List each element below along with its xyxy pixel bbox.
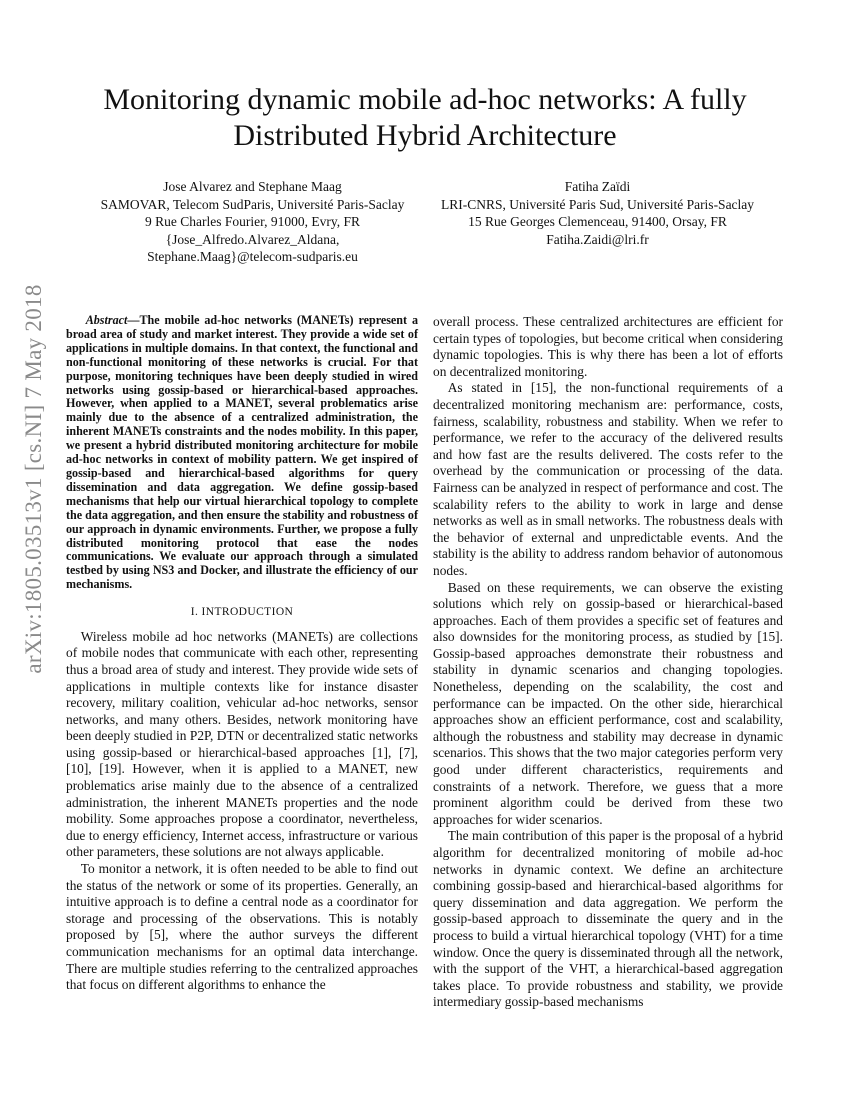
author-names: Fatiha Zaïdi	[564, 179, 631, 194]
arxiv-id-text: arXiv:1805.03513v1 [cs.NI] 7 May 2018	[21, 284, 46, 674]
body-paragraph: overall process. These centralized architectures are efficient for certain types of topologies, but become critical when considering dynamic topologies. This is why there has been a lot of efforts on decentralized monitoring.	[433, 314, 783, 379]
author-names: Jose Alvarez and Stephane Maag	[163, 179, 342, 194]
body-paragraph: Wireless mobile ad hoc networks (MANETs) are collections of mobile nodes that communicate with each other, representing thus a broad area of study and interest. They provide wide sets of applications in multiple contexts like for instance disaster recovery, military coalition, vehicular ad-hoc networks, sensor networks, and many others. Besides, network monitoring have been deeply studied in P2P, DTN or decentralized static networks using gossip-based or hierarchical-based approaches [1], [7], [10], [19]. However, when it is applied to a MANET, new problematics arise mainly due to the absence of a centralized administration, the inherent MANETs properties and the node mobility. Some approaches propose a coordinator, nevertheless, due to energy efficiency, Internet access, infrastructure or various other parameters, these solutions are not always applicable.	[66, 628, 418, 860]
abstract	[66, 314, 418, 592]
section-heading: I. INTRODUCTION	[190, 606, 294, 619]
body-paragraph: To monitor a network, it is often needed to be able to find out the status of the network or some of its properties. Generally, an intuitive approach is to define a central node as a coordinator for storage and processing of the observations. This is notably proposed by [5], where the author surveys the different communication mechanisms for an optimal data interchange. There are multiple studies referring to the centralized approaches that focus on different algorithms to enhance the	[66, 861, 418, 993]
author-address: 15 Rue Georges Clemenceau, 91400, Orsay, FR	[468, 214, 727, 229]
abstract-text: —The mobile ad-hoc networks (MANETs) represent a broad area of study and market interest. They provide a wide set of applications in multiple domains. In that context, the functional and non-functional monitoring of these networks is crucial. For that purpose, monitoring techniques have been deeply studied in wired networks using gossip-based or hierarchical-based approaches. However, when applied to a MANET, several problematics arise mainly due to the absence of a centralized administration, the inherent MANETs constraints and the nodes mobility. In this paper, we present a hybrid distributed monitoring architecture for mobile ad-hoc networks in context of mobility pattern. We get inspired of gossip-based and hierarchical-based algorithms for query dissemination and data aggregation. We define gossip-based mechanisms that help our virtual hierarchical topology to complete the data aggregation, and then ensure the stability and robustness of our approach in dynamic environments. Further, we propose a fully distributed monitoring protocol that ease the nodes communications. We evaluate our approach through a simulated testbed by using NS3 and Docker, and illustrate the efficiency of our mechanisms.	[66, 313, 419, 592]
right-column	[433, 314, 783, 1011]
author-email-line-2: Stephane.Maag}@telecom-sudparis.eu	[147, 249, 358, 264]
author-affiliation: SAMOVAR, Telecom SudParis, Université Paris-Saclay	[100, 196, 405, 212]
author-email: Fatiha.Zaidi@lri.fr	[546, 231, 649, 247]
author-email-line-1: {Jose_Alfredo.Alvarez_Aldana,	[165, 231, 340, 247]
left-column	[66, 314, 418, 994]
arxiv-identifier	[16, 284, 52, 674]
author-affiliation: LRI-CNRS, Université Paris Sud, Université Paris-Saclay	[440, 196, 755, 212]
author-address: 9 Rue Charles Fourier, 91000, Evry, FR	[145, 214, 360, 229]
author-block-2	[420, 178, 775, 248]
abstract-label: Abstract	[85, 313, 128, 327]
paper-title: Monitoring dynamic mobile ad-hoc networks: A fully Distributed Hybrid Architecture	[103, 83, 747, 152]
body-paragraph: The main contribution of this paper is the proposal of a hybrid algorithm for decentralized monitoring of mobile ad-hoc networks in dynamic context. We define an architecture combining gossip-based and hierarchical-based algorithms for query dissemination and data aggregation. We perform the gossip-based approach to disseminate the query and in the process to build a virtual hierarchical topology (VHT) for a time window. Once the query is disseminated through all the network, with the support of the VHT, a hierarchical-based aggregation takes place. To provide robustness and stability, we provide intermediary gossip-based mechanisms	[433, 828, 783, 1010]
body-paragraph: Based on these requirements, we can observe the existing solutions which rely on gossip-based or hierarchical-based approaches. Each of them provides a specific set of features and also downsides for the monitoring process, as studied by [15]. Gossip-based approaches demonstrate their robustness and stability in dynamic scenarios and changing topologies. Nonetheless, depending on the scalability, the cost and performance can be impacted. On the other side, hierarchical approaches show an efficient performance, cost and scalability, although the robustness and stability may decrease in dynamic scenarios. This shows that the two major categories perform very good under different characteristics, requirements and constraints of a network. Therefore, we guess that a more prominent algorithm could be derived from these two approaches for wider scenarios.	[433, 579, 783, 827]
body-paragraph: As stated in [15], the non-functional requirements of a decentralized monitoring mechanism are: performance, costs, fairness, scalability, robustness and stability. When we refer to performance, we refer to the accuracy of the delivered results and how fast are the results delivered. The costs refer to the overhead by the communication or processing of the data. Fairness can be analyzed in respect of performance and cost. The scalability refers to the ability to work in large and dense networks as well as in small networks. The robustness deals with the behavior of external and unpredictable events. And the stability is the ability to address random behavior of autonomous nodes.	[433, 380, 783, 578]
author-block-1	[80, 178, 425, 266]
